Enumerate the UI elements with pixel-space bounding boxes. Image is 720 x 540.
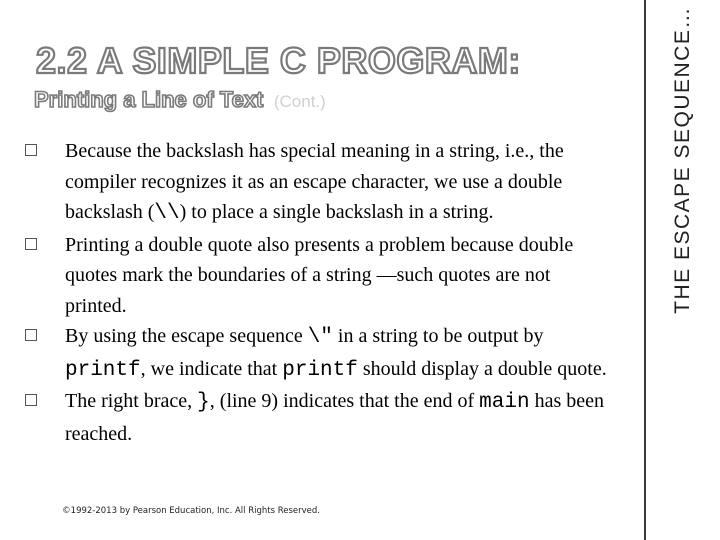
- square-bullet-icon: [25, 394, 37, 406]
- bullet-list: [22, 136, 612, 449]
- bullet-text: , (line 9) indicates that the end of: [209, 390, 480, 412]
- code-snippet: }: [197, 391, 210, 414]
- bullet-text: ) to place a single backslash in a string.: [179, 201, 494, 223]
- code-snippet: \": [307, 326, 333, 349]
- slide-subtitle: [34, 87, 326, 113]
- square-bullet-icon: [25, 329, 37, 341]
- square-bullet-icon: [25, 144, 37, 156]
- bullet-text: in a string to be output by: [332, 325, 544, 347]
- square-bullet-icon: [25, 238, 37, 250]
- bullet-text: , we indicate that: [140, 357, 283, 380]
- bullet-text: By using the escape sequence: [65, 325, 308, 347]
- bullet-item: [22, 321, 612, 386]
- subtitle-text: Printing a Line of Text: [34, 87, 264, 112]
- bullet-item: [22, 136, 612, 230]
- copyright-footer: ©1992-2013 by Pearson Education, Inc. All Rights Reserved.: [62, 506, 320, 516]
- code-snippet: printf: [282, 358, 358, 382]
- slide-title: 2.2 A SIMPLE C PROGRAM:: [36, 40, 521, 81]
- side-title: THE ESCAPE SEQUENCE…: [671, 6, 694, 314]
- bullet-text: Because the backslash has special meaning in a string, i.e., the compiler recognizes it as an escape character, we use a double backslash (: [65, 140, 564, 223]
- code-snippet: \\: [154, 202, 180, 225]
- code-snippet: printf: [65, 358, 141, 382]
- bullet-text: Printing a double quote also presents a problem because double quotes mark the boundaries of a string —such quotes are not printed.: [65, 233, 574, 317]
- bullet-text: should display a double quote.: [357, 357, 607, 380]
- bullet-item: [22, 230, 612, 322]
- subtitle-cont: (Cont.): [273, 92, 326, 111]
- code-snippet: main: [479, 391, 530, 414]
- bullet-text: has been reached.: [65, 390, 604, 445]
- bullet-item: [22, 386, 612, 449]
- bullet-text: The right brace,: [65, 390, 198, 412]
